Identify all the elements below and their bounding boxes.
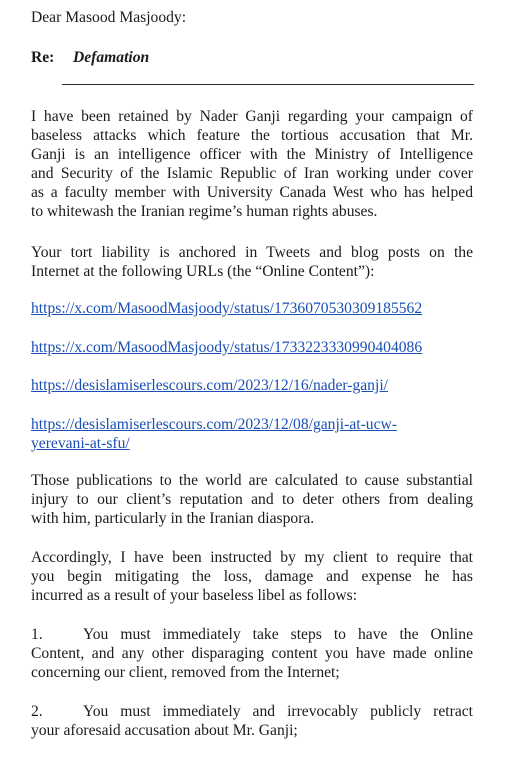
text-line: your aforesaid accusation about Mr. Ganji; (31, 722, 298, 739)
text-line: as a faculty member with University Canada West who has helped (31, 184, 473, 201)
text-line: baseless attacks which feature the tortious accusation that Mr. (31, 127, 473, 144)
paragraph-accordingly (31, 548, 473, 605)
item-text: You must immediately and irrevocably publicly retract (83, 703, 473, 720)
text-line: Internet at the following URLs (the “Online Content”): (31, 263, 375, 280)
text-line: you begin mitigating the loss, damage and expense he has (31, 568, 473, 585)
text-line: Ganji is an intelligence officer with the Ministry of Intelligence (31, 146, 473, 163)
url-link-4[interactable] (31, 415, 397, 453)
text-line: Those publications to the world are calculated to cause substantial (31, 472, 473, 489)
subject-divider (62, 84, 474, 85)
demand-item-1 (31, 625, 473, 682)
url-link[interactable]: yerevani-at-sfu/ (31, 435, 130, 452)
demand-item-2 (31, 702, 473, 740)
paragraph-retained (31, 107, 473, 221)
text-line: to whitewash the Iranian regime’s human rights abuses. (31, 203, 378, 220)
text-line: Accordingly, I have been instructed by my client to require that (31, 549, 473, 566)
salutation: Dear Masood Masjoody: (31, 9, 187, 26)
text-line: concerning our client, removed from the Internet; (31, 664, 340, 681)
url-link[interactable]: https://desislamiserlescours.com/2023/12/16/nader-ganji/ (31, 377, 388, 394)
url-link[interactable]: https://x.com/MasoodMasjoody/status/1733223330990404086 (31, 339, 423, 356)
paragraph-liability (31, 243, 473, 281)
url-link[interactable]: https://x.com/MasoodMasjoody/status/1736070530309185562 (31, 300, 423, 317)
text-line: with him, particularly in the Iranian diaspora. (31, 510, 315, 527)
item-text: You must immediately take steps to have the Online (83, 626, 473, 643)
text-line: and Security of the Islamic Republic of Iran working under cover (31, 165, 473, 182)
url-link-3[interactable] (31, 376, 388, 395)
paragraph-publications (31, 471, 473, 528)
text-line: Content, and any other disparaging content you have made online (31, 645, 473, 662)
text-line: Your tort liability is anchored in Tweets and blog posts on the (31, 244, 473, 261)
url-link-2[interactable] (31, 338, 422, 357)
text-line: incurred as a result of your baseless libel as follows: (31, 587, 358, 604)
re-label: Re: (31, 49, 55, 66)
text-line: I have been retained by Nader Ganji regarding your campaign of (31, 108, 473, 125)
text-line (31, 625, 473, 644)
item-number: 1. (31, 626, 43, 643)
re-line (31, 48, 149, 67)
text-line: injury to our client’s reputation and to deter others from dealing (31, 491, 473, 508)
re-subject: Defamation (73, 49, 150, 66)
item-number: 2. (31, 703, 43, 720)
text-line (31, 702, 473, 721)
url-link-1[interactable] (31, 299, 422, 318)
url-link[interactable]: https://desislamiserlescours.com/2023/12/08/ganji-at-ucw- (31, 416, 397, 433)
